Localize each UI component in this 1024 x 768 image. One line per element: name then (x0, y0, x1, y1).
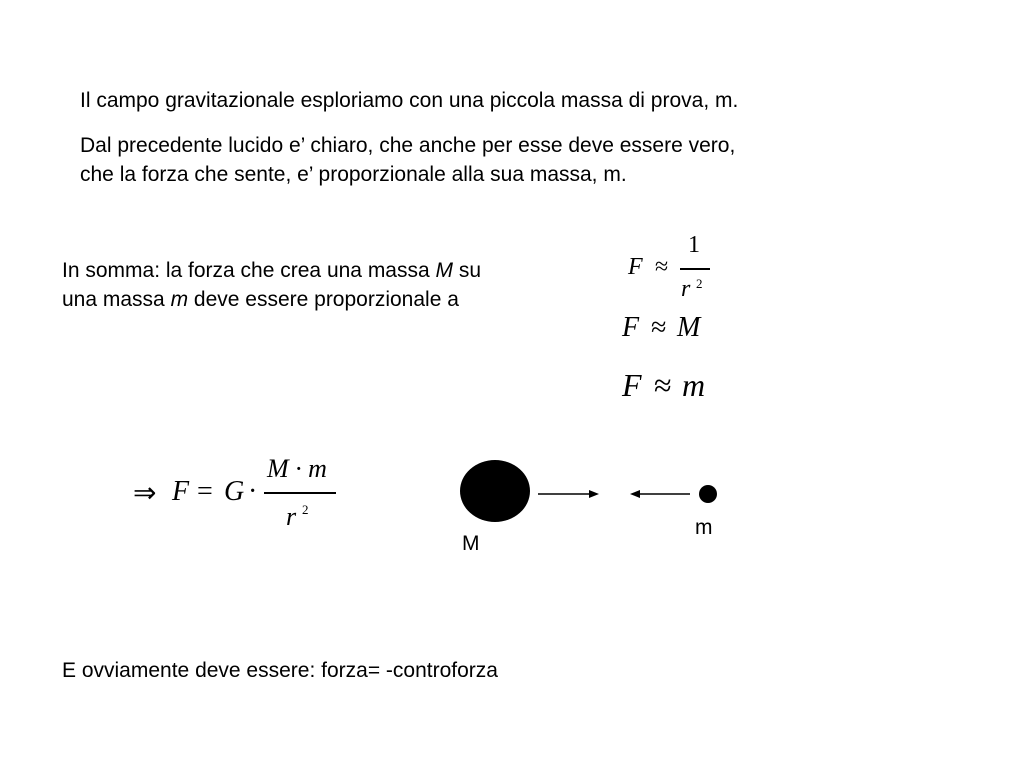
approx-symbol: ≈ (654, 367, 672, 403)
law-numerator: M · m (267, 454, 327, 483)
footer-text: E ovviamente deve essere: forza= -controforza (62, 659, 498, 682)
summary-mass-M: M (435, 259, 453, 282)
approx-symbol: ≈ (655, 254, 669, 280)
law-F: F (172, 476, 190, 507)
label-small-mass: m (695, 516, 713, 539)
label-big-mass: M (462, 532, 480, 555)
summary-text: una massa (62, 288, 171, 311)
exponent: 2 (696, 276, 703, 291)
intro-line-2: Dal precedente lucido e’ chiaro, che anche per esse deve essere vero, (80, 134, 736, 157)
law-denominator: r (286, 502, 297, 531)
summary-mass-m: m (170, 288, 189, 311)
formula-F: F (622, 312, 640, 343)
summary-text: su (453, 259, 482, 282)
formula-F: F (628, 254, 643, 280)
summary-text: deve essere proporzionale a (188, 288, 459, 311)
intro-line-3: che la forza che sente, e’ proporzionale alla sua massa, m. (80, 163, 627, 186)
formula-m: m (682, 367, 706, 403)
arrow-right (538, 490, 599, 498)
arrow-left (630, 490, 690, 498)
law-G: G (224, 476, 245, 507)
law-exponent: 2 (302, 502, 309, 517)
implies-symbol: ⇒ (133, 478, 157, 509)
fraction-denominator: r (681, 276, 691, 302)
formula-M: M (677, 312, 701, 343)
fraction-numerator: 1 (688, 232, 700, 258)
formula-F: F (622, 367, 642, 403)
big-mass-circle (460, 460, 530, 522)
equals-symbol: = (197, 476, 213, 507)
dot-symbol: · (248, 476, 258, 507)
summary-text: In somma: la forza che crea una massa (62, 259, 436, 282)
intro-line-1: Il campo gravitazionale esploriamo con una piccola massa di prova, m. (80, 89, 739, 112)
approx-symbol: ≈ (651, 312, 667, 343)
small-mass-circle (699, 485, 717, 503)
